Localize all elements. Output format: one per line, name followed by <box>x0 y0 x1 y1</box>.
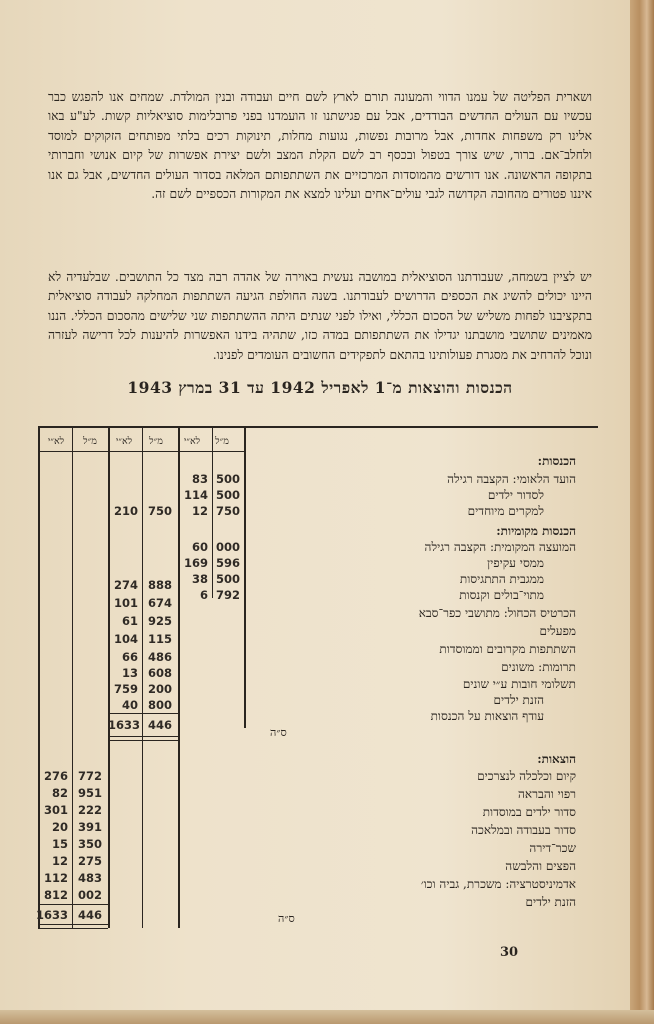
income-mil: 792 <box>215 588 240 602</box>
income-lai: 40 <box>121 698 138 712</box>
income-lai: 66 <box>121 650 138 664</box>
income-label: מתוי־בולים וקנסות <box>459 588 544 602</box>
expenses-heading: הוצאות: <box>537 752 576 766</box>
expense-label: קיום וכלכלה לנצרכים <box>477 769 576 783</box>
expense-lai: 15 <box>51 837 68 851</box>
col-divider <box>212 428 213 598</box>
income-mil: 888 <box>147 578 172 592</box>
expense-mil: 951 <box>77 786 102 800</box>
col-divider <box>142 428 143 928</box>
expense-lai: 812 <box>43 888 68 902</box>
col-header-lai-3: לא״י <box>47 436 65 447</box>
income-lai: 759 <box>113 682 138 696</box>
income-label: ממסי עקיפין <box>487 556 544 570</box>
income-mil: 200 <box>147 682 172 696</box>
income-label: ממגבית התתגיסות <box>459 572 544 586</box>
intro-paragraph-1: ושארית הפליטה של עמנו הדווי והמעונה תורם לארץ לשם חיים ועבודה ובנין המולדת. שמחים אנו להפגש כבר עכשיו עם העולים החדשים הבודדים, אבל עם פגישתנו זו הועמדנו בפני פרובלימות סוציאליות קשות. לע"ע באו אלינו רק משפחות אחדות, אבל מרובות נפשות, נגועות מחלות, תינוקות רכים בלתי מפותחים הזקוקים למוסד ולחלב־אם. ברור, שיש צורך בטפול ובכסף רב לשם הקלת המצב ולשם יצירת אפשרות של קיום אנושי וחברותי בתקופה הראשונה. אנו דורשים מהמוסדות המרכזיים את השתתפותם המלאה בסדור העולים החדשים, אבל גם אנו איננו פטורים מהחובה הקדושה לגבי עולים־אחים ועלינו למצא את המקורות הכספיים לשם זה. <box>48 90 592 202</box>
subtotal-mil: 750 <box>147 504 172 518</box>
expense-total-mil: 446 <box>77 908 102 922</box>
income-mil: 500 <box>215 472 240 486</box>
expense-lai: 82 <box>51 786 68 800</box>
income-lai: 83 <box>191 472 208 486</box>
header-underline <box>38 451 244 452</box>
income-label: הכרטיס הכחול: מתושבי כפר־סבא <box>418 606 576 620</box>
expense-mil: 350 <box>77 837 102 851</box>
total-rule <box>38 904 108 905</box>
expense-label: סדור ילדים במוסדות <box>482 805 576 819</box>
income-lai: 38 <box>191 572 208 586</box>
income-lai: 6 <box>199 588 208 602</box>
page-number: 30 <box>500 945 519 960</box>
income-total-label: ס״ה <box>270 726 287 739</box>
expense-mil: 275 <box>77 854 102 868</box>
income-mil: 500 <box>215 488 240 502</box>
income-mil: 750 <box>215 504 240 518</box>
income-label: הזנת ילדים <box>493 693 544 707</box>
col-header-mil-3: מ״ל <box>83 436 97 447</box>
income-label: המועצה המקומית: הקצבה רגילה <box>424 540 576 554</box>
expense-total-label: ס״ה <box>278 912 295 925</box>
total-rule <box>108 713 178 714</box>
col-divider <box>178 428 180 928</box>
col-header-mil-2: מ״ל <box>149 436 163 447</box>
income-label: השתתפות מקרובים וממוסדות <box>439 642 576 656</box>
income-mil: 925 <box>147 614 172 628</box>
income-lai: 101 <box>113 596 138 610</box>
expense-lai: 301 <box>43 803 68 817</box>
income-label: מפעלים <box>539 624 576 638</box>
income-mil: 000 <box>215 540 240 554</box>
expense-mil: 391 <box>77 820 102 834</box>
income-total-mil: 446 <box>147 718 172 732</box>
table-top-rule <box>38 426 598 428</box>
expense-label: הפצים והלבשה <box>505 859 576 873</box>
col-divider <box>72 428 73 928</box>
income-lai: 60 <box>191 540 208 554</box>
income-mil: 608 <box>147 666 172 680</box>
col-divider <box>38 428 40 928</box>
income-mil: 486 <box>147 650 172 664</box>
subtotal-lai: 210 <box>113 504 138 518</box>
income-mil: 115 <box>147 632 172 646</box>
income-lai: 274 <box>113 578 138 592</box>
expense-mil: 222 <box>77 803 102 817</box>
col-header-lai-2: לא״י <box>115 436 133 447</box>
income-total-lai: 1633 <box>108 718 141 732</box>
expense-label: רפוי והבראה <box>518 787 576 801</box>
income-lai: 104 <box>113 632 138 646</box>
total-double-rule <box>38 924 108 929</box>
intro-paragraph-2: יש לציין בשמחה, שעבודתנו הסוציאלית במושבה נעשית באוירה של אהדה רבה מצד כל התושבים. שבלעדיה לא היינו יכולים להשיג את הכספים הדרושים לעבודתנו. בשנה החולפת הגיעה השתתפות המחלקה לעבודה סוציאלית בתקציבנו לפחות משליש של הסכום הכללי, ואילו לפני שנתים היתה ההשתתפות שני שלישים מהסכום הכללי. הננו מאמינים שתושבי מושבתנו יגדילו את השתתפותם במדה כזו, שתהיה בידנו האפשרות להיענות לכל דרישה לעזרה ונוכל להרחיב את מסגרת פעולותינו בהתאם לתפקידים החשובים העומדים לפנינו. <box>48 270 592 362</box>
expense-lai: 112 <box>43 871 68 885</box>
total-double-rule <box>108 736 178 741</box>
page-bottom-edge <box>0 1010 654 1024</box>
expense-mil: 772 <box>77 769 102 783</box>
income-mil: 500 <box>215 572 240 586</box>
expense-label: הזנת ילדים <box>525 895 576 909</box>
expense-label: סדור בעבודה ובמלאכה <box>471 823 576 837</box>
income-label: לסדור ילדים <box>487 488 544 502</box>
col-divider <box>108 428 110 928</box>
expense-mil: 002 <box>77 888 102 902</box>
expense-lai: 20 <box>51 820 68 834</box>
expense-label: שכר־דירה <box>529 841 576 855</box>
expense-total-lai: 1633 <box>36 908 69 922</box>
income-mil: 800 <box>147 698 172 712</box>
income-label: למקרים מיוחדים <box>467 504 544 518</box>
income-mil: 674 <box>147 596 172 610</box>
expense-lai: 12 <box>51 854 68 868</box>
income-mil: 596 <box>215 556 240 570</box>
income-label: תשלומי חובות ע״י שונים <box>462 677 576 691</box>
income-lai: 169 <box>183 556 208 570</box>
income-label: תרומות: משונים <box>501 660 576 674</box>
income-label: הועד הלאומי: הקצבה רגילה <box>447 472 576 486</box>
expense-label: אדמיניסטרציה: משכרת, גביה וכו׳ <box>420 877 576 891</box>
expense-lai: 276 <box>43 769 68 783</box>
income-label: עודף הוצאות על הכנסות <box>430 709 544 723</box>
col-divider <box>244 428 246 728</box>
income-heading: הכנסות: <box>537 454 576 468</box>
income-lai: 13 <box>121 666 138 680</box>
income-lai: 61 <box>121 614 138 628</box>
income-lai: 12 <box>191 504 208 518</box>
col-header-mil-1: מ״ל <box>215 436 229 447</box>
income-lai: 114 <box>183 488 208 502</box>
col-header-lai-1: לא״י <box>183 436 201 447</box>
table-title: הכנסות והוצאות מ־1 לאפריל 1942 עד 31 במרץ 1943 <box>127 378 513 397</box>
page-edge <box>630 0 654 1024</box>
expense-mil: 483 <box>77 871 102 885</box>
local-income-heading: הכנסות מקומיות: <box>496 524 576 538</box>
